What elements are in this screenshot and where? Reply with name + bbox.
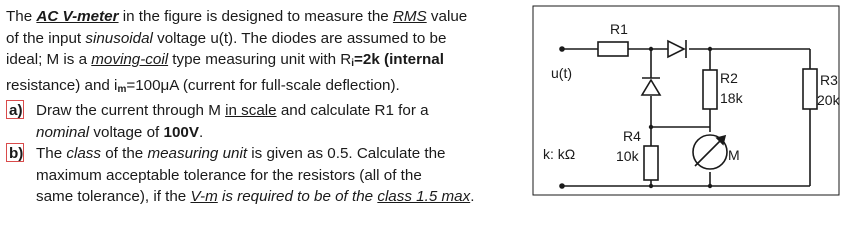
text-segment: of the input (6, 29, 86, 47)
vm-term: V-m (190, 188, 218, 205)
question-a-marker: a) (6, 100, 24, 119)
ac-vmeter-term: AC V-meter (36, 8, 119, 25)
r3-value: 20k (817, 92, 840, 108)
in-scale-term: in scale (225, 102, 277, 119)
r4-value: 10k (616, 148, 639, 164)
moving-coil-term: moving-coil (91, 51, 169, 68)
text-segment: voltage u(t). The diodes are assumed to be (152, 29, 447, 47)
input-terminal (559, 46, 565, 52)
input-voltage-label: u(t) (551, 65, 572, 81)
ri-value: =2k (internal (354, 51, 444, 68)
resistor-r3 (803, 69, 817, 109)
text-segment: resistance) and i (6, 76, 118, 94)
nominal-term: nominal (36, 123, 90, 141)
text-segment: in the figure is designed to measure the (118, 8, 393, 25)
text-segment: ideal; M is a (6, 51, 92, 68)
unit-note: k: kΩ (543, 146, 576, 162)
meter-m (693, 135, 727, 169)
text-segment: The (36, 145, 67, 162)
text-segment: . (198, 123, 204, 141)
text-segment: value (426, 8, 468, 25)
input-terminal (559, 183, 565, 189)
r4-label: R4 (623, 128, 641, 144)
text-segment: and calculate R1 for a (276, 102, 429, 119)
junction-dot (708, 184, 712, 188)
junction-dot (649, 184, 653, 188)
measuring-unit-term: measuring unit (147, 145, 248, 162)
sinusoidal-term: sinusoidal (85, 29, 153, 47)
r1-label: R1 (610, 21, 628, 37)
resistor-r1 (598, 42, 628, 56)
meter-label: M (728, 147, 740, 163)
resistor-r4 (644, 146, 658, 180)
rms-term: RMS (392, 8, 427, 25)
text-segment: is given as 0.5. Calculate the (247, 145, 446, 162)
resistor-r2 (703, 70, 717, 109)
text-segment: of the (101, 145, 148, 162)
r3-label: R3 (820, 72, 838, 88)
diode-shunt (642, 78, 660, 95)
diode-series (668, 40, 686, 58)
class-term: class (66, 145, 101, 162)
question-b-line-2: maximum acceptable tolerance for the resistors (all of the (36, 166, 422, 184)
question-b-marker: b) (6, 143, 24, 162)
r2-label: R2 (720, 70, 738, 86)
junction-dot (708, 47, 712, 51)
text-segment: same tolerance), if the (36, 188, 191, 205)
im-subscript: m (117, 83, 127, 95)
class-1-5-term: class 1.5 max (377, 188, 471, 205)
junction-dot (649, 47, 653, 51)
text-segment: voltage of (89, 123, 164, 141)
r2-value: 18k (720, 90, 743, 106)
ri-subscript: i (351, 58, 355, 69)
text-segment: . (470, 188, 475, 205)
text-segment: is required to be of the (217, 188, 378, 205)
circuit-wires (562, 49, 810, 186)
text-segment: type measuring unit with R (168, 51, 352, 68)
voltage-value: 100V (163, 123, 199, 141)
text-segment: =100μA (current for full-scale deflection). (126, 76, 400, 94)
text-segment: The (6, 8, 37, 25)
junction-dot (649, 125, 653, 129)
text-segment: Draw the current through M (36, 102, 226, 119)
circuit-nodes (559, 46, 712, 189)
circuit-frame (533, 6, 839, 195)
